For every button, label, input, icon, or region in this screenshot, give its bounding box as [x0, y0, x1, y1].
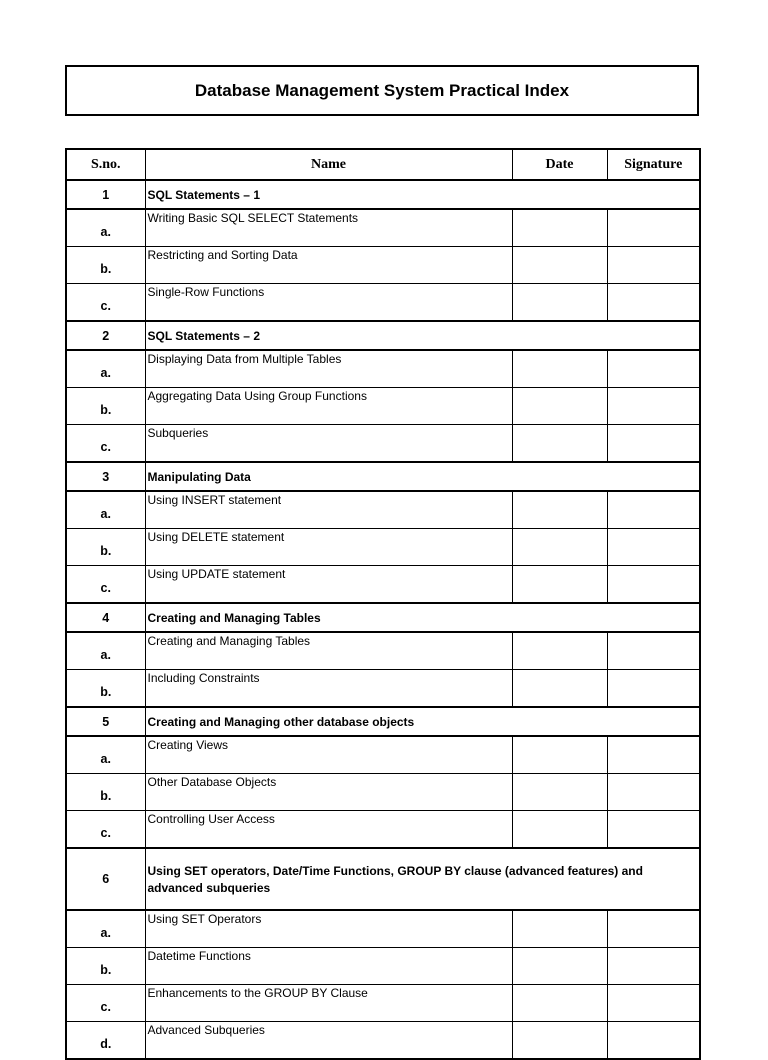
table-row — [66, 350, 700, 388]
table-header-row — [66, 149, 700, 180]
item-name: Writing Basic SQL SELECT Statements — [145, 209, 512, 247]
item-name: Datetime Functions — [145, 948, 512, 985]
signature-cell — [607, 948, 700, 985]
date-cell — [512, 910, 607, 948]
table-row — [66, 948, 700, 985]
section-number: 1 — [66, 180, 145, 209]
item-number: b. — [66, 948, 145, 985]
date-cell — [512, 529, 607, 566]
signature-cell — [607, 736, 700, 774]
signature-cell — [607, 566, 700, 604]
item-name: Other Database Objects — [145, 774, 512, 811]
signature-cell — [607, 811, 700, 849]
table-row — [66, 209, 700, 247]
section-row — [66, 462, 700, 491]
table-row — [66, 284, 700, 322]
section-row — [66, 707, 700, 736]
item-name: Restricting and Sorting Data — [145, 247, 512, 284]
item-name: Subqueries — [145, 425, 512, 463]
section-row — [66, 180, 700, 209]
table-row — [66, 811, 700, 849]
table-row — [66, 910, 700, 948]
signature-cell — [607, 774, 700, 811]
item-number: b. — [66, 670, 145, 708]
date-cell — [512, 985, 607, 1022]
signature-cell — [607, 491, 700, 529]
signature-cell — [607, 1022, 700, 1060]
item-number: a. — [66, 491, 145, 529]
section-title: Creating and Managing other database objects — [145, 707, 700, 736]
item-name: Using SET Operators — [145, 910, 512, 948]
page-title: Database Management System Practical Index — [65, 65, 699, 116]
section-number: 3 — [66, 462, 145, 491]
item-number: a. — [66, 632, 145, 670]
item-number: d. — [66, 1022, 145, 1060]
date-cell — [512, 632, 607, 670]
table-row — [66, 388, 700, 425]
header-date: Date — [512, 149, 607, 180]
item-number: a. — [66, 736, 145, 774]
item-name: Using INSERT statement — [145, 491, 512, 529]
item-number: b. — [66, 247, 145, 284]
item-number: a. — [66, 910, 145, 948]
date-cell — [512, 491, 607, 529]
table-row — [66, 736, 700, 774]
table-row — [66, 774, 700, 811]
section-title: Creating and Managing Tables — [145, 603, 700, 632]
item-name: Using DELETE statement — [145, 529, 512, 566]
item-name: Controlling User Access — [145, 811, 512, 849]
signature-cell — [607, 529, 700, 566]
date-cell — [512, 774, 607, 811]
signature-cell — [607, 425, 700, 463]
signature-cell — [607, 670, 700, 708]
section-title: Manipulating Data — [145, 462, 700, 491]
signature-cell — [607, 209, 700, 247]
date-cell — [512, 209, 607, 247]
item-name: Creating and Managing Tables — [145, 632, 512, 670]
date-cell — [512, 284, 607, 322]
table-row — [66, 425, 700, 463]
item-name: Enhancements to the GROUP BY Clause — [145, 985, 512, 1022]
date-cell — [512, 566, 607, 604]
table-row — [66, 632, 700, 670]
section-row — [66, 603, 700, 632]
table-row — [66, 670, 700, 708]
section-number: 4 — [66, 603, 145, 632]
signature-cell — [607, 284, 700, 322]
section-title: SQL Statements – 2 — [145, 321, 700, 350]
table-row — [66, 529, 700, 566]
section-title: SQL Statements – 1 — [145, 180, 700, 209]
table-row — [66, 985, 700, 1022]
date-cell — [512, 1022, 607, 1060]
table-row — [66, 1022, 700, 1060]
item-name: Using UPDATE statement — [145, 566, 512, 604]
signature-cell — [607, 247, 700, 284]
header-name: Name — [145, 149, 512, 180]
table-body — [66, 180, 700, 1059]
date-cell — [512, 247, 607, 284]
item-number: c. — [66, 425, 145, 463]
header-signature: Signature — [607, 149, 700, 180]
item-name: Displaying Data from Multiple Tables — [145, 350, 512, 388]
date-cell — [512, 388, 607, 425]
item-number: a. — [66, 209, 145, 247]
item-name: Single-Row Functions — [145, 284, 512, 322]
item-number: b. — [66, 388, 145, 425]
item-name: Creating Views — [145, 736, 512, 774]
signature-cell — [607, 350, 700, 388]
section-number: 6 — [66, 848, 145, 910]
section-number: 2 — [66, 321, 145, 350]
item-name: Aggregating Data Using Group Functions — [145, 388, 512, 425]
practical-index-table — [65, 148, 701, 1060]
section-title: Using SET operators, Date/Time Functions, GROUP BY clause (advanced features) and advanced subqueries — [145, 848, 700, 910]
date-cell — [512, 736, 607, 774]
table-row — [66, 247, 700, 284]
item-number: c. — [66, 811, 145, 849]
item-number: b. — [66, 774, 145, 811]
item-number: c. — [66, 284, 145, 322]
item-number: c. — [66, 566, 145, 604]
signature-cell — [607, 388, 700, 425]
signature-cell — [607, 632, 700, 670]
date-cell — [512, 670, 607, 708]
item-number: a. — [66, 350, 145, 388]
date-cell — [512, 811, 607, 849]
signature-cell — [607, 910, 700, 948]
table-row — [66, 566, 700, 604]
item-name: Advanced Subqueries — [145, 1022, 512, 1060]
signature-cell — [607, 985, 700, 1022]
section-row — [66, 848, 700, 910]
section-number: 5 — [66, 707, 145, 736]
date-cell — [512, 948, 607, 985]
header-sno: S.no. — [66, 149, 145, 180]
date-cell — [512, 425, 607, 463]
date-cell — [512, 350, 607, 388]
item-number: b. — [66, 529, 145, 566]
section-row — [66, 321, 700, 350]
item-number: c. — [66, 985, 145, 1022]
table-row — [66, 491, 700, 529]
item-name: Including Constraints — [145, 670, 512, 708]
